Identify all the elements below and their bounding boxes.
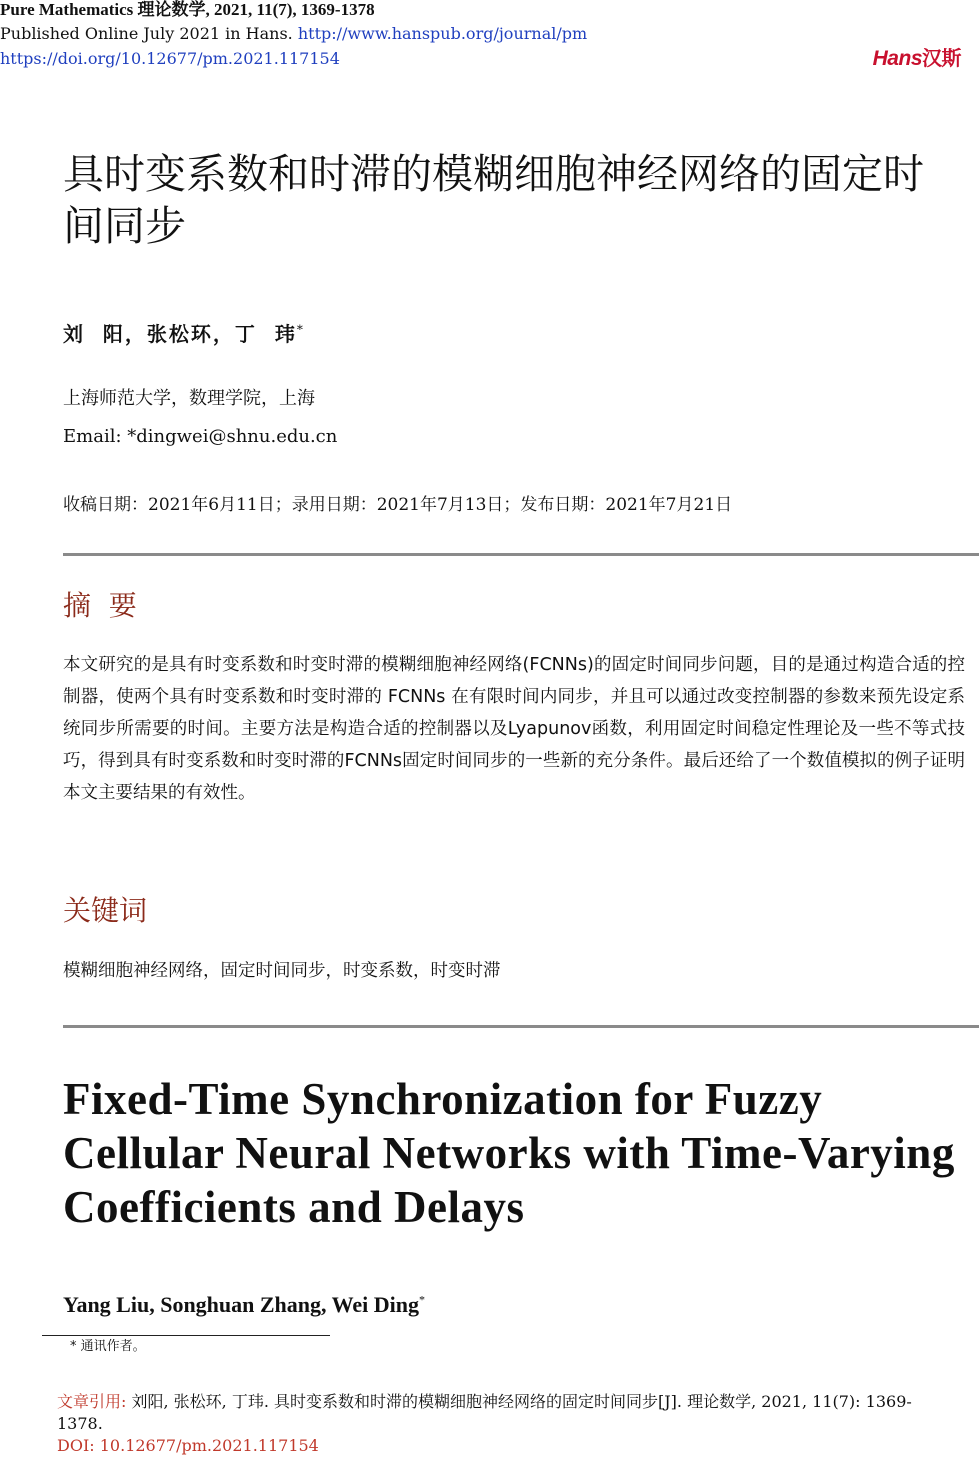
authors-en xyxy=(63,1292,425,1318)
citation-text: 刘阳, 张松环, 丁玮. 具时变系数和时滞的模糊细胞神经网络的固定时间同步[J]. 理论数学, 2021, 11(7): 1369-1378. xyxy=(57,1392,912,1433)
authors-cn-text: 刘 阳，张松环，丁 玮 xyxy=(63,322,297,346)
section-divider-top xyxy=(63,553,979,556)
affiliation: 上海师范大学，数理学院，上海 xyxy=(63,388,315,409)
abstract-text: 本文研究的是具有时变系数和时变时滞的模糊细胞神经网络(FCNNs)的固定时间同步问题，目的是通过构造合适的控制器，使两个具有时变系数和时变时滞的 FCNNs 在有限时间内同步，并且可以通过改变控制器的参数来预先设定系统同步所需要的时间。主要方法是构造合适的控制器以及Lyapunov函数，利用固定时间稳定性理论及一些不等式技巧，得到具有时变系数和时变时滞的FCNNs固定时间同步的一些新的充分条件。最后还给了一个数值模拟的例子证明本文主要结果的有效性。 xyxy=(63,655,965,803)
citation-block xyxy=(57,1391,957,1457)
journal-line: Pure Mathematics 理论数学, 2021, 11(7), 1369-1378 xyxy=(0,0,375,19)
logo-cn: 汉斯 xyxy=(922,48,961,70)
citation-label: 文章引用: xyxy=(57,1392,127,1411)
authors-en-text: Yang Liu, Songhuan Zhang, Wei Ding xyxy=(63,1292,420,1317)
dates-line: 收稿日期：2021年6月11日；录用日期：2021年7月13日；发布日期：2021年7月21日 xyxy=(63,495,733,515)
corresponding-mark-en: * xyxy=(419,1292,426,1307)
journal-url-link[interactable]: http://www.hanspub.org/journal/pm xyxy=(297,24,588,43)
authors-cn xyxy=(63,318,303,347)
title-en: Fixed-Time Synchronization for Fuzzy Cellular Neural Networks with Time-Varying Coefficients and Delays xyxy=(63,1074,955,1232)
published-text: Published Online July 2021 in Hans. xyxy=(0,24,293,43)
keywords-heading: 关键词 xyxy=(63,894,148,927)
corresponding-mark: * xyxy=(296,322,303,337)
keywords-text: 模糊细胞神经网络，固定时间同步，时变系数，时变时滞 xyxy=(63,961,501,981)
published-line xyxy=(0,24,587,44)
section-divider-bottom xyxy=(63,1025,979,1028)
citation-doi-link[interactable]: DOI: 10.12677/pm.2021.117154 xyxy=(57,1436,319,1455)
hans-logo[interactable] xyxy=(873,42,961,71)
doi-url-line xyxy=(0,49,340,69)
email: Email: *dingwei@shnu.edu.cn xyxy=(63,426,338,447)
doi-url-link[interactable]: https://doi.org/10.12677/pm.2021.117154 xyxy=(0,49,340,68)
footnote: * 通讯作者。 xyxy=(70,1339,146,1354)
title-cn: 具时变系数和时滞的模糊细胞神经网络的固定时间同步 xyxy=(63,150,924,250)
logo-latin: Hans xyxy=(872,47,922,70)
abstract-heading: 摘 要 xyxy=(63,589,137,622)
